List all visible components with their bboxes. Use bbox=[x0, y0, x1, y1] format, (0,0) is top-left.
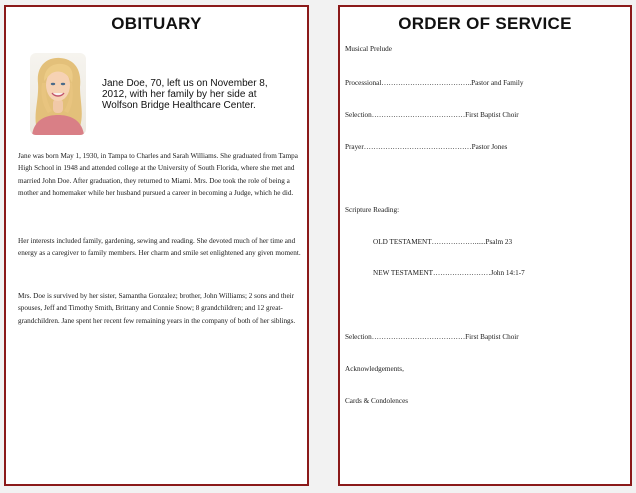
obituary-intro: Jane Doe, 70, left us on November 8, 2012, with her family by her side at Wolfson Bridge Healthcare Center. bbox=[102, 78, 268, 111]
service-item-selection-2: Selection…………………………………First Baptist Choir bbox=[345, 333, 519, 341]
obituary-paragraph-3: Mrs. Doe is survived by her sister, Samantha Gonzalez; brother, John Williams; 2 sons and their spouses, Jeff and Timothy Smith, Brittany and Connie Snow; 8 grandchildren; and 12 great-grandchildren. Jane spent her recent few remaining years in the company of both of her siblings. bbox=[18, 292, 296, 325]
service-item-cards-condolences: Cards & Condolences bbox=[345, 397, 409, 405]
portrait-image bbox=[30, 53, 86, 135]
service-item-processional: Processional………………………………..Pastor and Family bbox=[345, 79, 524, 87]
portrait-photo bbox=[30, 53, 86, 135]
service-item-selection-1: Selection…………………………………First Baptist Choir bbox=[345, 111, 519, 119]
order-of-service-panel bbox=[338, 5, 632, 486]
service-item-new-testament: NEW TESTAMENT……………………John 14:1-7 bbox=[373, 269, 525, 277]
service-item-acknowledgements: Acknowledgements, bbox=[345, 365, 404, 373]
service-item-scripture-reading: Scripture Reading: bbox=[345, 206, 400, 214]
obituary-paragraph-1: Jane was born May 1, 1930, in Tampa to Charles and Sarah Williams. She graduated from Tampa High School in 1948 and attended college at the University of South Florida, where she met and married John Doe. After graduation, they returned to Miami. Mrs. Doe took the role of being a mother and homemaker while her husband pursued a career in becoming a Judge, which he did. bbox=[18, 152, 298, 198]
obituary-paragraph-2: Her interests included family, gardening, sewing and reading. She devoted much of her time and energy as a caregiver to family members. Her charm and smile set enlightened any given moment. bbox=[18, 237, 301, 258]
obituary-heading: OBITUARY bbox=[111, 14, 202, 33]
service-item-old-testament: OLD TESTAMENT………………......Psalm 23 bbox=[373, 238, 513, 246]
obituary-panel bbox=[4, 5, 309, 486]
order-of-service-heading: ORDER OF SERVICE bbox=[398, 14, 572, 33]
service-item-prayer: Prayer………………………………………Pastor Jones bbox=[345, 143, 508, 151]
service-item-musical-prelude: Musical Prelude bbox=[345, 45, 392, 53]
